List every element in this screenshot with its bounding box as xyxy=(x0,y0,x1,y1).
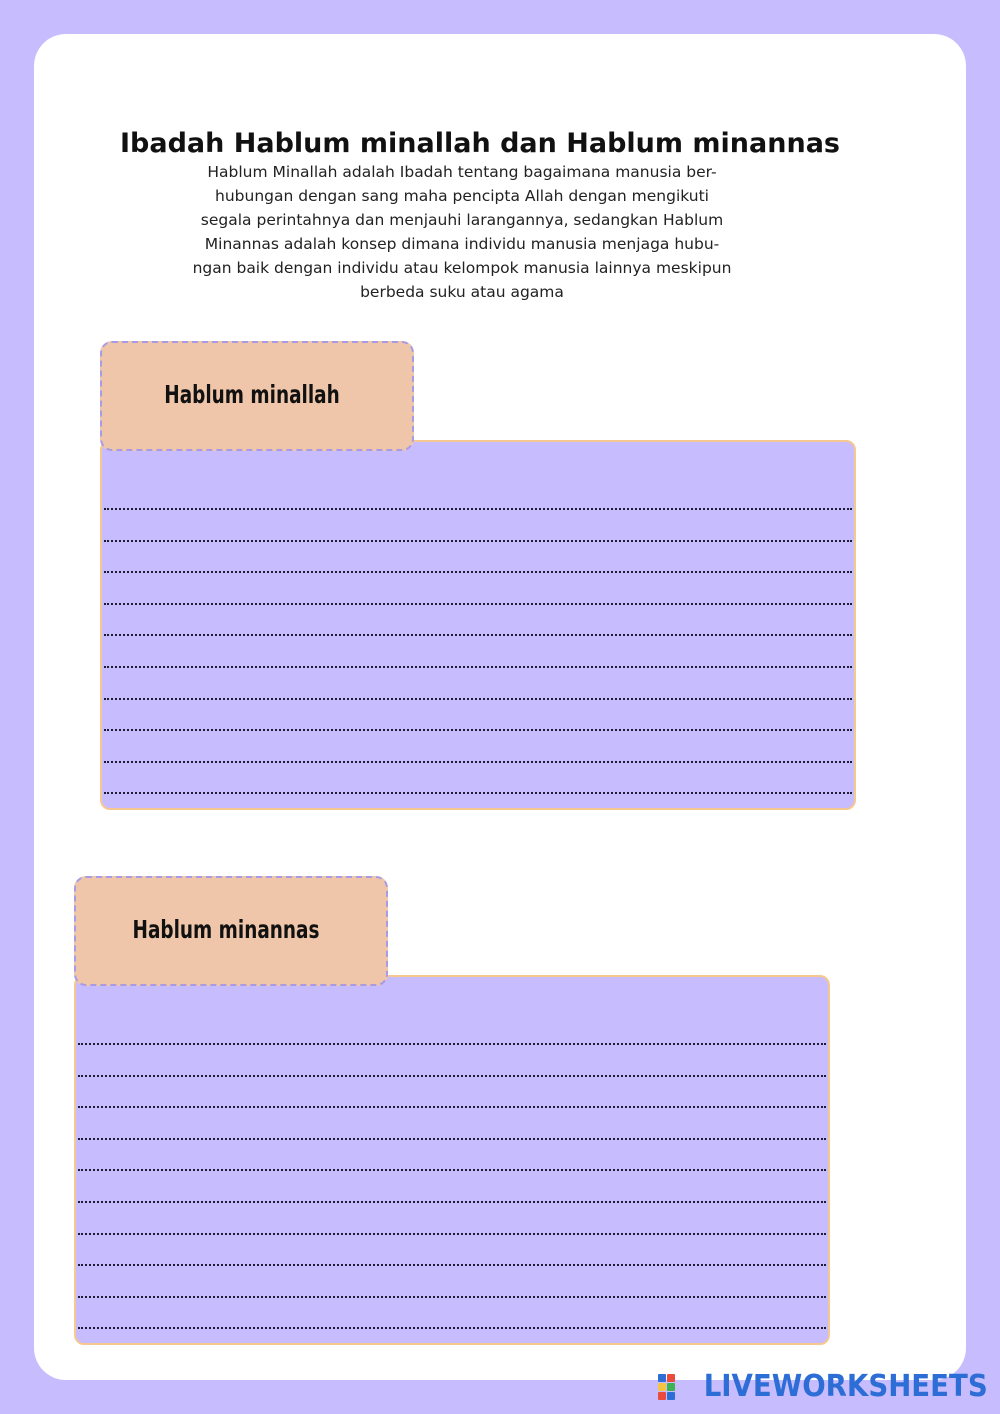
writing-line xyxy=(78,1169,826,1171)
writing-line xyxy=(104,603,852,605)
writing-line xyxy=(78,1233,826,1235)
section-heading: Hablum minannas xyxy=(132,914,320,944)
section-tab xyxy=(100,341,414,451)
section-heading: Hablum minallah xyxy=(164,379,340,409)
answer-box-hablum-minannas[interactable] xyxy=(74,975,830,1345)
writing-line xyxy=(78,1106,826,1108)
writing-line xyxy=(104,729,852,731)
writing-line xyxy=(78,1296,826,1298)
intro-line: Hablum Minallah adalah Ibadah tentang bagaimana manusia ber- xyxy=(207,163,717,181)
intro-line: segala perintahnya dan menjauhi larangannya, sedangkan Hablum xyxy=(200,211,724,229)
writing-line xyxy=(78,1327,826,1329)
liveworksheets-logo-icon xyxy=(658,1374,675,1400)
writing-line xyxy=(104,508,852,510)
writing-line xyxy=(104,540,852,542)
writing-line xyxy=(78,1043,826,1045)
writing-line xyxy=(104,666,852,668)
intro-line: hubungan dengan sang maha pencipta Allah dengan mengikuti xyxy=(215,187,709,205)
brand-name: LIVEWORKSHEETS xyxy=(703,1369,988,1404)
writing-line xyxy=(104,634,852,636)
writing-line xyxy=(78,1075,826,1077)
writing-line xyxy=(104,571,852,573)
writing-line xyxy=(104,698,852,700)
worksheet-title: Ibadah Hablum minallah dan Hablum minannas xyxy=(120,128,840,159)
intro-line: ngan baik dengan individu atau kelompok manusia lainnya meskipun xyxy=(192,259,732,277)
writing-lines xyxy=(104,442,852,808)
writing-line xyxy=(104,792,852,794)
intro-paragraph xyxy=(172,160,752,304)
writing-line xyxy=(78,1201,826,1203)
intro-line: Minannas adalah konsep dimana individu manusia menjaga hubu- xyxy=(204,235,720,253)
intro-line: berbeda suku atau agama xyxy=(360,283,564,301)
answer-box-hablum-minallah[interactable] xyxy=(100,440,856,810)
writing-line xyxy=(78,1138,826,1140)
section-tab xyxy=(74,876,388,986)
writing-line xyxy=(78,1264,826,1266)
writing-line xyxy=(104,761,852,763)
liveworksheets-brand[interactable] xyxy=(658,1369,988,1404)
writing-lines xyxy=(78,977,826,1343)
